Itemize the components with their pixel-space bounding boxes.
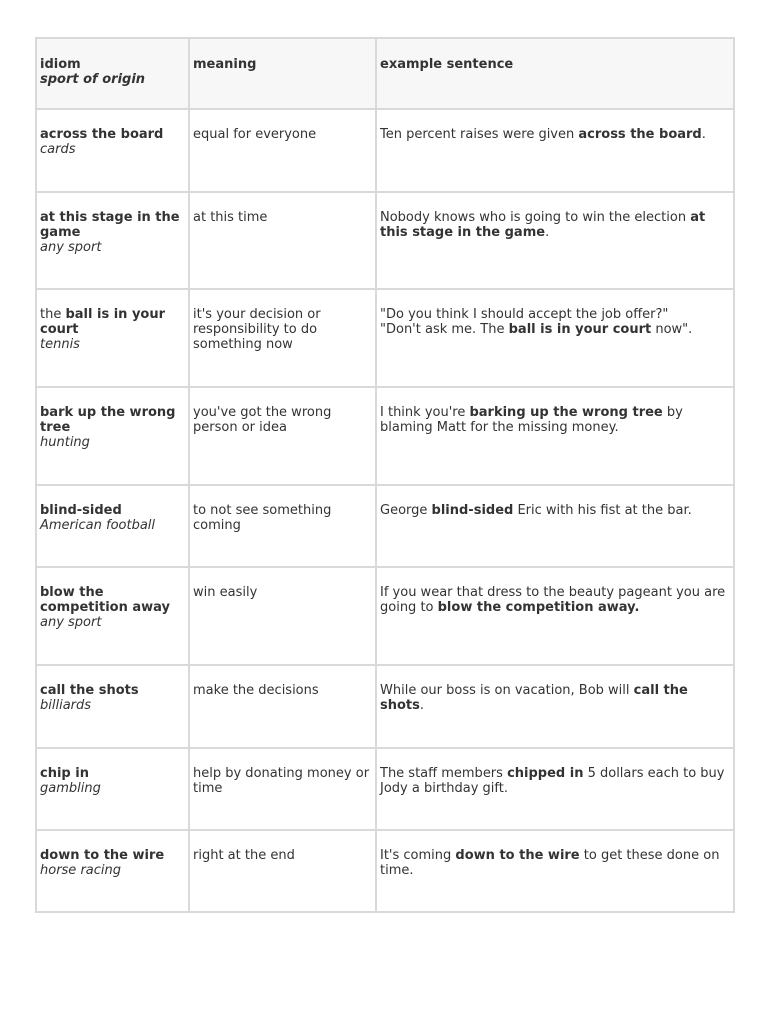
meaning-cell — [189, 665, 376, 748]
idiom-phrase: chip in — [40, 766, 89, 781]
example-line-1 — [380, 127, 731, 142]
idiom-text — [40, 683, 186, 698]
meaning-text: make the decisions — [193, 683, 319, 698]
meaning-cell — [189, 289, 376, 387]
sport-origin: tennis — [40, 337, 80, 352]
example-line-1 — [380, 503, 731, 518]
idiom-text — [40, 127, 186, 142]
example-highlight: call the shots — [380, 683, 688, 713]
example-cell — [376, 748, 734, 830]
idiom-phrase: ball is in your court — [40, 307, 166, 337]
meaning-cell — [189, 748, 376, 830]
example-cell — [376, 109, 734, 192]
meaning-text: help by donating money or time — [193, 766, 370, 796]
example-line-2 — [380, 322, 731, 337]
idiom-text — [40, 766, 186, 781]
idiom-cell — [36, 567, 189, 665]
idiom-text — [40, 585, 186, 615]
example-pre: "Don't ask me. The — [380, 322, 509, 337]
sport-origin: billiards — [40, 698, 92, 713]
sport-origin: hunting — [40, 435, 90, 450]
example-highlight: chipped in — [507, 766, 584, 781]
header-example: example sentence — [380, 57, 514, 72]
sport-origin: any sport — [40, 615, 102, 630]
meaning-cell — [189, 485, 376, 567]
meaning-text: to not see something coming — [193, 503, 332, 533]
idiom-phrase: blow the competition away — [40, 585, 170, 615]
example-highlight: ball is in your court — [508, 322, 652, 337]
idiom-cell — [36, 748, 189, 830]
example-pre: Ten percent raises were given — [380, 127, 579, 142]
table-row — [36, 485, 734, 567]
example-post: by blaming Matt for the missing money. — [380, 405, 683, 435]
table-row — [36, 387, 734, 485]
header-meaning: meaning — [193, 57, 257, 72]
example-cell — [376, 387, 734, 485]
example-cell — [376, 289, 734, 387]
example-highlight: blow the competition away. — [437, 600, 640, 615]
meaning-text: equal for everyone — [193, 127, 317, 142]
example-cell — [376, 567, 734, 665]
example-line-1 — [380, 766, 731, 796]
idiom-prefix: the — [40, 307, 66, 322]
meaning-cell — [189, 109, 376, 192]
meaning-cell — [189, 192, 376, 289]
table-row — [36, 665, 734, 748]
idiom-phrase: down to the wire — [40, 848, 165, 863]
example-pre: Nobody knows who is going to win the election — [380, 210, 691, 225]
table-row — [36, 289, 734, 387]
header-example-cell — [376, 38, 734, 109]
example-cell — [376, 192, 734, 289]
meaning-text: right at the end — [193, 848, 295, 863]
example-line-1 — [380, 210, 731, 240]
idiom-text — [40, 210, 186, 240]
meaning-text: you've got the wrong person or idea — [193, 405, 332, 435]
idiom-phrase: blind-sided — [40, 503, 122, 518]
example-post: to get these done on time. — [380, 848, 720, 878]
idiom-text — [40, 848, 186, 863]
table-row — [36, 567, 734, 665]
example-post: . — [419, 698, 425, 713]
example-highlight: at this stage in the game — [380, 210, 706, 240]
idiom-cell — [36, 665, 189, 748]
sport-origin: cards — [40, 142, 76, 157]
example-pre: I think you're — [380, 405, 470, 420]
example-cell — [376, 665, 734, 748]
sport-origin: American football — [40, 518, 156, 533]
meaning-text: at this time — [193, 210, 268, 225]
idiom-cell — [36, 109, 189, 192]
example-pre: "Do you think I should accept the job offer?" — [380, 307, 669, 322]
idiom-phrase: bark up the wrong tree — [40, 405, 176, 435]
example-pre: If you wear that dress to the beauty pageant you are going to — [380, 585, 726, 615]
sport-origin: horse racing — [40, 863, 122, 878]
example-highlight: down to the wire — [455, 848, 580, 863]
idiom-cell — [36, 192, 189, 289]
idiom-phrase: across the board — [40, 127, 164, 142]
example-post: Eric with his fist at the bar. — [513, 503, 692, 518]
idiom-text — [40, 307, 186, 337]
idiom-cell — [36, 830, 189, 912]
idioms-table — [35, 37, 735, 913]
header-idiom: idiom — [40, 57, 81, 72]
example-post: now". — [651, 322, 693, 337]
example-pre: George — [380, 503, 432, 518]
example-line-1 — [380, 405, 731, 435]
example-line-1 — [380, 585, 731, 615]
example-pre: While our boss is on vacation, Bob will — [380, 683, 634, 698]
meaning-cell — [189, 830, 376, 912]
header-origin: sport of origin — [40, 72, 146, 87]
sport-origin: gambling — [40, 781, 101, 796]
idiom-text — [40, 503, 186, 518]
meaning-text: win easily — [193, 585, 258, 600]
table-row — [36, 192, 734, 289]
example-post: 5 dollars each to buy Jody a birthday gift. — [380, 766, 725, 796]
example-line-1 — [380, 848, 731, 878]
example-cell — [376, 485, 734, 567]
meaning-cell — [189, 387, 376, 485]
example-cell — [376, 830, 734, 912]
header-meaning-cell — [189, 38, 376, 109]
idiom-cell — [36, 387, 189, 485]
idiom-phrase: at this stage in the game — [40, 210, 180, 240]
example-line-1 — [380, 307, 731, 322]
table-row — [36, 830, 734, 912]
table-row — [36, 748, 734, 830]
header-idiom-cell — [36, 38, 189, 109]
example-highlight: across the board — [578, 127, 702, 142]
example-line-1 — [380, 683, 731, 713]
table-row — [36, 109, 734, 192]
idiom-cell — [36, 485, 189, 567]
sport-origin: any sport — [40, 240, 102, 255]
idiom-text — [40, 405, 186, 435]
example-post: . — [701, 127, 706, 142]
meaning-text: it's your decision or responsibility to do something now — [193, 307, 321, 352]
example-pre: It's coming — [380, 848, 456, 863]
meaning-cell — [189, 567, 376, 665]
idiom-phrase: call the shots — [40, 683, 139, 698]
example-highlight: barking up the wrong tree — [469, 405, 663, 420]
header-row — [36, 38, 734, 109]
idiom-cell — [36, 289, 189, 387]
example-pre: The staff members — [380, 766, 508, 781]
example-highlight: blind-sided — [431, 503, 514, 518]
example-post: . — [545, 225, 550, 240]
